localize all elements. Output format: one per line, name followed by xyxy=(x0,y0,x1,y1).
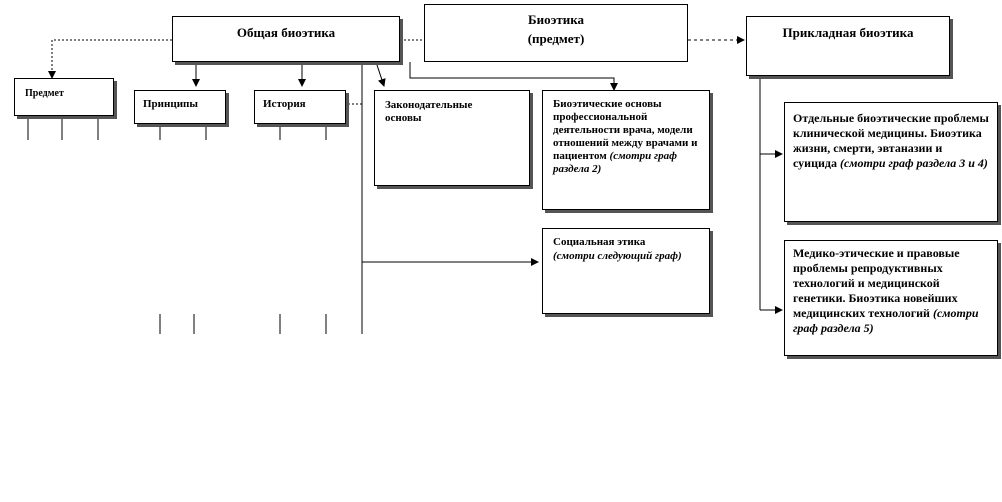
foundations-text xyxy=(553,98,703,176)
genetics-ref: (смотри граф раздела 5) xyxy=(793,306,979,335)
clinical-problems-text xyxy=(793,111,989,171)
social-ethics-title: Социальная этика xyxy=(553,236,646,248)
genetics-label: Медико-этические и правовые проблемы репродуктивных технологий и медицинской генетики. Биоэтика новейших медицинских технологий xyxy=(793,246,960,320)
legislative-label: Законодательные основы xyxy=(385,99,473,124)
foundations-ref: (смотри граф раздела 2) xyxy=(553,150,677,175)
applied-bioethics-label: Прикладная биоэтика xyxy=(782,25,914,40)
predmet-label: Предмет xyxy=(25,88,64,99)
genetics-text xyxy=(793,246,991,336)
foundations-box xyxy=(542,90,710,210)
history-label: История xyxy=(263,98,306,110)
social-ethics-box xyxy=(542,228,710,314)
clinical-problems-label: Отдельные биоэтические проблемы клинической медицины. Биоэтика жизни, смерти, эвтаназии и суицида xyxy=(793,111,989,170)
legislative-box xyxy=(374,90,530,186)
arrow-to-predmet xyxy=(52,40,172,78)
history-box xyxy=(254,90,346,124)
arrow-to-legislative xyxy=(376,62,384,86)
clinical-problems-box xyxy=(784,102,998,222)
clinical-problems-ref: (смотри граф раздела 3 и 4) xyxy=(839,156,988,170)
general-bioethics-box xyxy=(172,16,400,62)
principles-box xyxy=(134,90,226,124)
social-ethics-ref: (смотри следующий граф) xyxy=(553,250,682,262)
arrow-to-foundations xyxy=(410,62,614,90)
bioethics-subject-subtitle: (предмет) xyxy=(527,31,585,46)
genetics-box xyxy=(784,240,998,356)
foundations-label: Биоэтические основы профессиональной деятельности врача, модели отношений между врачами и пациентом xyxy=(553,98,698,162)
principles-label: Принципы xyxy=(143,98,198,110)
applied-bioethics-box xyxy=(746,16,950,76)
bioethics-subject-title: Биоэтика xyxy=(527,12,585,27)
bioethics-subject-box xyxy=(424,4,688,62)
predmet-box xyxy=(14,78,114,116)
general-bioethics-label: Общая биоэтика xyxy=(236,25,336,40)
